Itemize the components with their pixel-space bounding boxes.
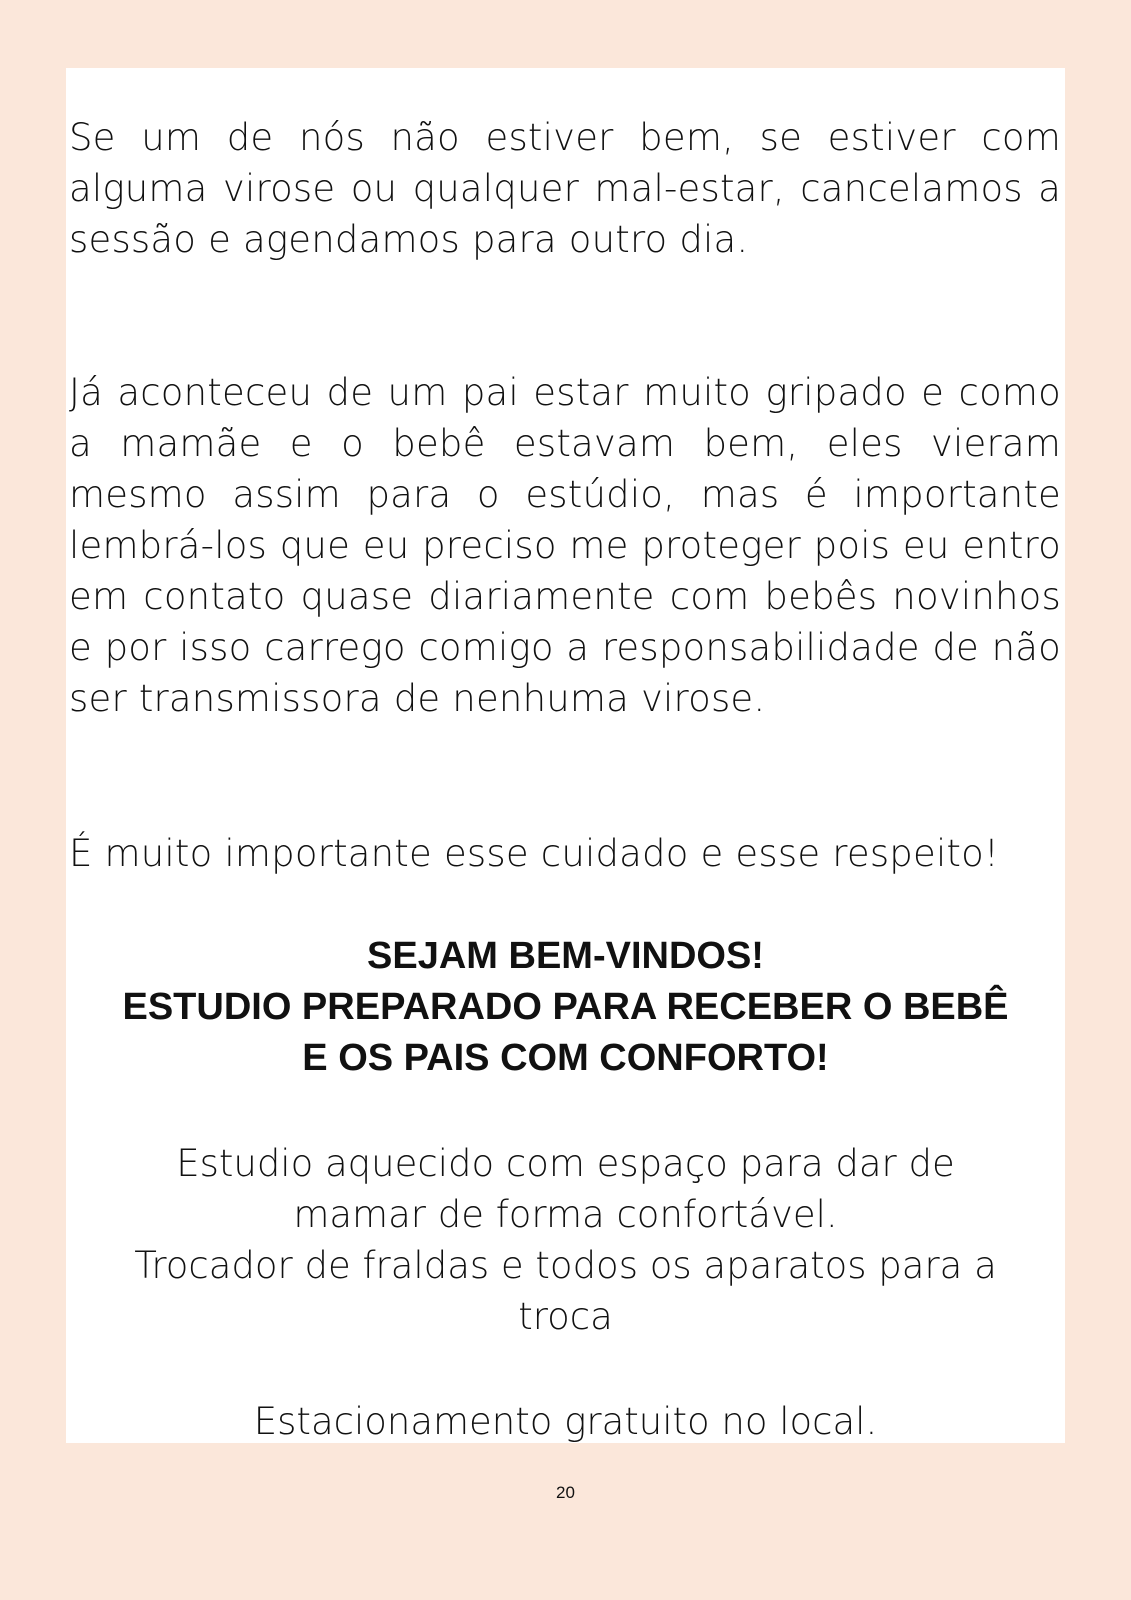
welcome-heading-line-3: E OS PAIS COM CONFORTO!: [302, 1037, 829, 1079]
welcome-heading: [66, 931, 1065, 1084]
paragraph-illness-policy: Se um de nós não estiver bem, se estiver com alguma virose ou qualquer mal-estar, cancelamos a sessão e agendamos para outro dia.: [69, 116, 1061, 261]
feature-heated-studio-cont: mamar de forma confortável.: [293, 1193, 838, 1236]
feature-parking: Estacionamento gratuito no local.: [253, 1400, 878, 1443]
feature-heated-studio: Estudio aquecido com espaço para dar de: [176, 1142, 955, 1185]
welcome-heading-line-1: SEJAM BEM-VINDOS!: [367, 935, 764, 977]
paragraph-care-respect: É muito importante esse cuidado e esse respeito!: [69, 832, 1000, 875]
feature-changing-table: Trocador de fraldas e todos os aparatos para a: [134, 1244, 997, 1287]
feature-changing-table-cont: troca: [518, 1295, 613, 1338]
welcome-heading-line-2: ESTUDIO PREPARADO PARA RECEBER O BEBÊ: [122, 986, 1009, 1028]
paragraph-father-flu-story: Já aconteceu de um pai estar muito gripado e como a mamãe e o bebê estavam bem, eles vieram mesmo assim para o estúdio, mas é importante lembrá-los que eu preciso me proteger pois eu entro em contato quase diariamente com bebês novinhos e por isso carrego comigo a responsabilidade de não ser transmissora de nenhuma virose.: [69, 371, 1061, 720]
studio-features: [66, 1138, 1065, 1342]
page-number: 20: [556, 1483, 575, 1502]
